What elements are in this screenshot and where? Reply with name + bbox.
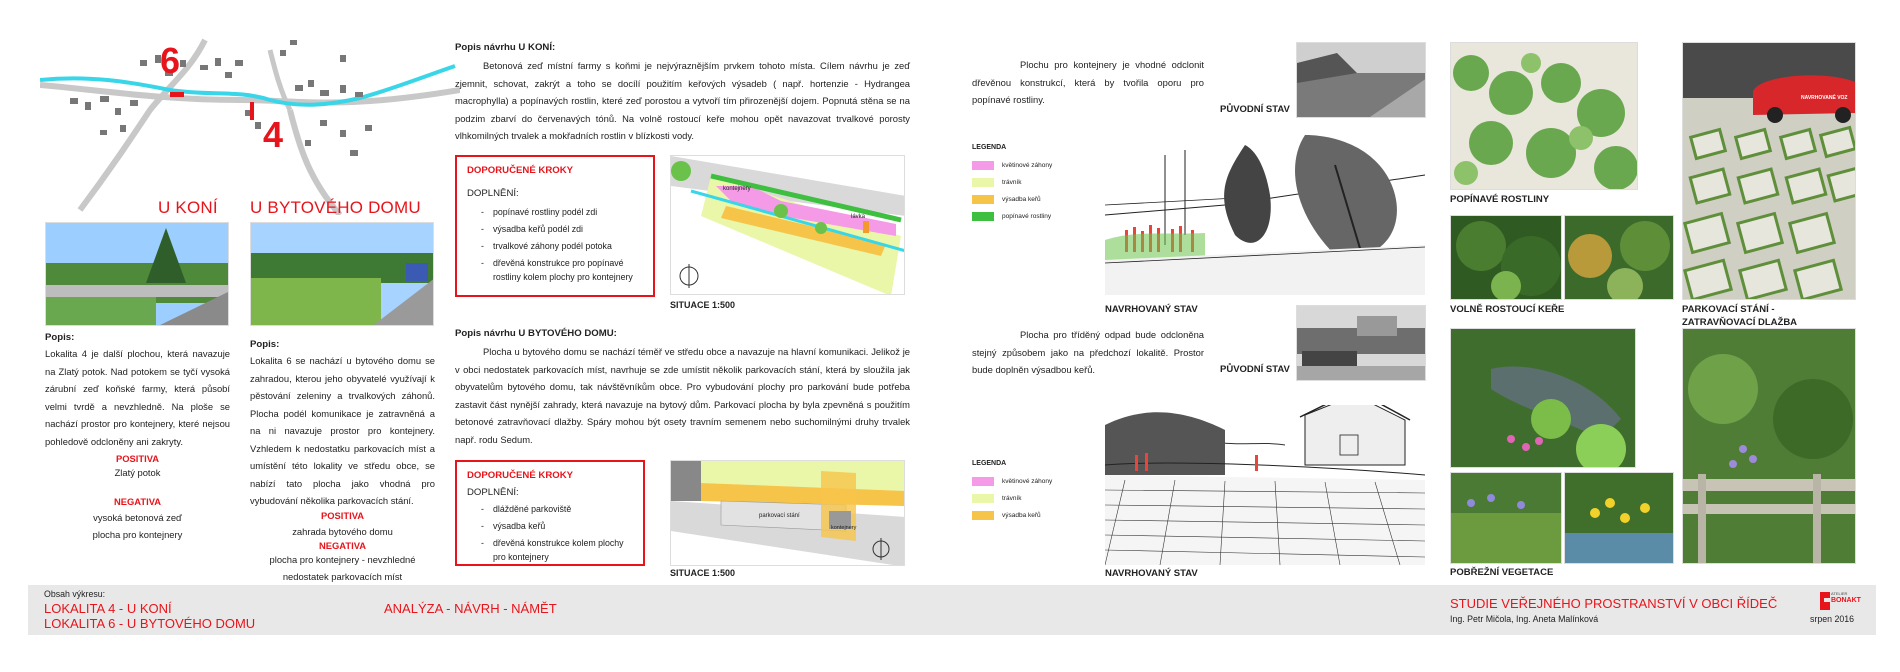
legend-2-title: LEGENDA — [972, 460, 1007, 467]
legend-swatch-pink — [972, 477, 994, 486]
doplneni-1-label: DOPLNĚNÍ: — [467, 188, 519, 199]
left-col1 — [45, 332, 230, 543]
doplneni-2-list — [467, 502, 633, 564]
legend-2-row — [972, 490, 1092, 507]
popis-text-1: Lokalita 4 je další plochou, která navazuje na Zlatý potok. Nad potokem se tyčí vysoká zárubní zeď koňské farmy, která působí velmi tvrdě a nevzhledně. Na ploše se nachází prostor pro kontejnery, které nejsou pohledově odcloněny ani zakryty. — [45, 348, 230, 447]
navrhovany-stav-2: NAVRHOVANÝ STAV — [1105, 568, 1198, 579]
situace-label-1: SITUACE 1:500 — [670, 300, 736, 310]
negativa-item-1b: plocha pro kontejnery — [92, 529, 183, 540]
popis-label-1: Popis: — [45, 332, 75, 343]
photo-puvodni-2 — [1296, 305, 1426, 381]
plan2-kontejnery-label: kontejnery — [831, 525, 857, 531]
photo-volne-kere-2 — [1564, 215, 1674, 300]
negativa-label-1: NEGATIVA — [113, 496, 162, 507]
legend-2-row — [972, 473, 1092, 490]
legend-swatch-shrubs — [972, 195, 994, 204]
photo-u-bytoveho-domu — [250, 222, 434, 326]
legend-label: květinové záhony — [1002, 162, 1053, 169]
situace-plan-1-drawing — [671, 156, 905, 295]
logo-big-text: BONAKT — [1831, 597, 1861, 604]
plan1-kontejnery-label: kontejnery — [723, 186, 751, 192]
sketch-navrhovany-2 — [1105, 405, 1425, 565]
doplneni-1-list — [467, 205, 643, 284]
navrh-u-bytoveho — [455, 328, 910, 448]
right-text-top: Plochu pro kontejnery je vhodné odclonit dřevěnou konstrukcí, která by tvořila oporu pro popínavé rostliny. — [972, 59, 1204, 105]
positiva-label-1: POSITIVA — [115, 453, 160, 464]
photo-pobrezni-vegetace-2 — [1450, 472, 1562, 564]
footer-lokalita-6: LOKALITA 6 - U BYTOVÉHO DOMU — [44, 616, 256, 631]
photo-u-koni — [45, 222, 229, 326]
list-item: - výsadba keřů podél zdi — [481, 222, 643, 236]
negativa-item-2b: nedostatek parkovacích míst — [282, 570, 403, 582]
caption-parkovaci-stani-1: PARKOVACÍ STÁNÍ - — [1682, 304, 1775, 315]
doplneni-2-label: DOPLNĚNÍ: — [467, 487, 519, 498]
popis-label-2: Popis: — [250, 339, 280, 350]
navrh-u-koni — [455, 42, 910, 145]
title-u-koni: U KONÍ — [158, 198, 218, 217]
right-text-mid: Plocha pro tříděný odpad bude odcloněna stejný způsobem jako na předchozí lokalitě. Prostor bude doplněn výsadbou keřů. — [972, 329, 1204, 375]
puvodni-stav-2: PŮVODNÍ STAV — [1220, 364, 1290, 375]
legend-swatch-lawn — [972, 494, 994, 503]
navrh-u-bytoveho-text: Plocha u bytového domu se nachází téměř ve středu obce a navazuje na hlavní komunikaci. Jelikož je v obci nedostatek parkovacích míst, navrhuje se zde umístit několik parkovacích stání, která by sloužila jak obyvatelům bytového domu, tak návštěvníkům obce. Pro vybudování plochy pro parkování bude potřeba zastavit část nynější zahrady, která navazuje na bytový dům. Parkovací plocha by byla zpevněná s použitím betonové zatravňovací dlažby. Spáry mohou být osety travním semenem nebo suchomilnými druhy trvalek např. rodu Sedum. — [455, 346, 910, 445]
legend-1-row — [972, 157, 1092, 174]
list-item: - dlážděné parkoviště — [481, 502, 633, 516]
doporucene-kroky-2-title: DOPORUČENÉ KROKY — [467, 470, 574, 481]
map-marker-6: 6 — [160, 40, 181, 81]
legend-label: trávník — [1002, 179, 1022, 186]
situace-plan-1 — [670, 155, 905, 295]
map-drawing — [40, 30, 460, 215]
footer-analyza: ANALÝZA - NÁVRH - NÁMĚT — [384, 601, 557, 616]
doporucene-kroky-2 — [455, 460, 645, 566]
navrh-u-koni-title: Popis návrhu U KONÍ: — [455, 42, 556, 53]
footer-date: srpen 2016 — [1810, 614, 1855, 624]
photo-pobrezni-vegetace-3 — [1564, 472, 1674, 564]
puvodni-stav-1: PŮVODNÍ STAV — [1220, 104, 1290, 115]
caption-parkovaci-stani-2: ZATRAVŇOVACÍ DLAŽBA — [1682, 317, 1798, 328]
caption-popinave-rostliny: POPÍNAVÉ ROSTLINY — [1450, 194, 1550, 205]
negativa-item-1a: vysoká betonová zeď — [93, 512, 182, 523]
legend-label: květinové záhony — [1002, 478, 1053, 485]
caption-pobrezni-vegetace: POBŘEŽNÍ VEGETACE — [1450, 567, 1554, 578]
legend-label: výsadba keřů — [1002, 512, 1041, 519]
legend-1-title: LEGENDA — [972, 144, 1007, 151]
popis-text-2: Lokalita 6 se nachází u bytového domu se zahradou, kterou jeho obyvatelé využívají k pěstování zeleniny a trvalkových záhonů. Plocha podél komunikace je zatravněná a na ni navazuje prostor pro kontejnery. Vzhledem k nedostatku parkovacích míst a umístění této lokality ve středu obce, se nabízí tato plocha jako vhodná pro vybudování několika parkovacích stání. — [250, 355, 435, 506]
photo-popinave-rostliny — [1450, 42, 1638, 190]
legend-1-row — [972, 174, 1092, 191]
footer-obsah-label: Obsah výkresu: — [44, 589, 106, 599]
navrh-u-koni-text: Betonová zeď místní farmy s koňmi je nejvýraznějším prvkem tohoto místa. Cílem návrhu je zeď zjemnit, schovat, zakrýt a toho se docílí použitím keřových výsadeb ( např. hortenzie - Hydrangea macrophylla) a popínavých rostlin, které zeď porostou a vytvoří tím přirozenější dojem. Popnutá stěna se na podzim zbarví do červenavých tónů. Na volně rostoucí keře mohou opět navazovat trvalkové porosty vlhkomilných trvalek a mokřadních rostlin v blízkosti vody. — [455, 60, 910, 141]
list-item: - dřevěná konstrukce kolem plochy pro kontejnery — [481, 536, 633, 564]
sketch-navrhovany-1 — [1105, 135, 1425, 295]
atelier-logo — [1818, 590, 1861, 612]
legend-swatch-climbers — [972, 212, 994, 221]
footer-authors: Ing. Petr Mičola, Ing. Aneta Malínková — [1450, 614, 1599, 624]
footer-lokalita-4: LOKALITA 4 - U KONÍ — [44, 601, 172, 616]
legend-1 — [972, 144, 1092, 225]
car-label: NAVRHOVANÉ VOZ — [1801, 95, 1848, 101]
legend-swatch-shrubs — [972, 511, 994, 520]
caption-volne-rostouci-kere: VOLNĚ ROSTOUCÍ KEŘE — [1450, 304, 1565, 315]
title-u-bytoveho-domu: U BYTOVÉHO DOMU — [250, 198, 421, 217]
map-marker-4: 4 — [263, 114, 284, 155]
legend-2-row — [972, 507, 1092, 524]
logo-small-text: ATELIER — [1831, 591, 1848, 596]
legend-label: popínavé rostliny — [1002, 213, 1052, 220]
photo-puvodni-1 — [1296, 42, 1426, 118]
photo-pobrezni-vegetace-1 — [1450, 328, 1636, 468]
legend-swatch-lawn — [972, 178, 994, 187]
list-item: - výsadba keřů — [481, 519, 633, 533]
negativa-item-2a: plocha pro kontejnery - nevzhledné — [269, 553, 416, 565]
negativa-label-2: NEGATIVA — [318, 539, 367, 551]
situace-plan-2 — [670, 460, 905, 566]
legend-swatch-pink — [972, 161, 994, 170]
situace-label-2: SITUACE 1:500 — [670, 568, 736, 578]
footer-studie-title: STUDIE VEŘEJNÉHO PROSTRANSTVÍ V OBCI ŘÍDEČ — [1450, 596, 1778, 611]
legend-label: trávník — [1002, 495, 1022, 502]
legend-1-row — [972, 208, 1092, 225]
photo-pobrezni-vegetace-4 — [1682, 328, 1856, 564]
navrhovany-stav-1: NAVRHOVANÝ STAV — [1105, 304, 1198, 315]
list-item: - popínavé rostliny podél zdi — [481, 205, 643, 219]
plan1-lavka-label: lávka — [851, 214, 866, 220]
positiva-item-2: zahrada bytového domu — [292, 525, 393, 537]
positiva-item-1: Zlatý potok — [114, 467, 161, 478]
legend-2 — [972, 460, 1092, 524]
doporucene-kroky-1 — [455, 155, 655, 297]
legend-1-row — [972, 191, 1092, 208]
positiva-label-2: POSITIVA — [320, 509, 365, 521]
list-item: - trvalkové záhony podél potoka — [481, 239, 643, 253]
left-col2 — [250, 332, 435, 585]
legend-label: výsadba keřů — [1002, 196, 1041, 203]
photo-volne-kere-1 — [1450, 215, 1562, 300]
plan2-parking-label: parkovací stání — [759, 513, 800, 519]
location-map — [40, 30, 460, 215]
doporucene-kroky-1-title: DOPORUČENÉ KROKY — [467, 165, 574, 176]
photo-parkovaci-stani — [1682, 42, 1856, 300]
navrh-u-bytoveho-title: Popis návrhu U BYTOVÉHO DOMU: — [455, 328, 617, 339]
list-item: - dřevěná konstrukce pro popínavé rostliny kolem plochy pro kontejnery — [481, 256, 643, 284]
